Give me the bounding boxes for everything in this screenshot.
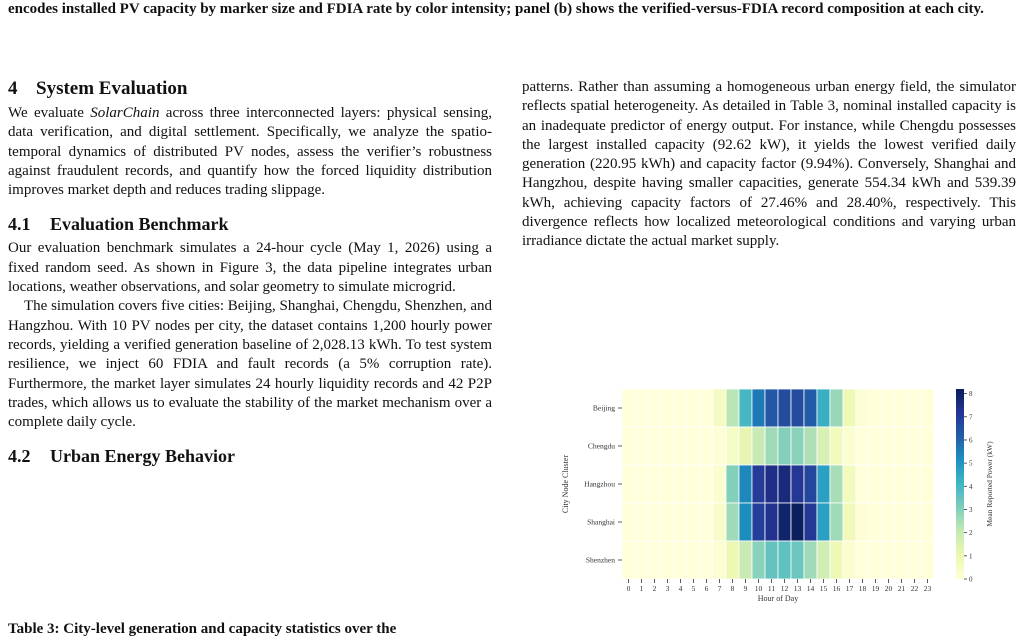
colorbar-tick-label: 0 bbox=[969, 575, 973, 584]
heatmap-cell bbox=[726, 503, 739, 541]
x-tick-label: 7 bbox=[717, 584, 722, 593]
heatmap-cell bbox=[882, 427, 895, 465]
colorbar-tick-label: 5 bbox=[969, 459, 973, 468]
figure-caption: encodes installed PV capacity by marker size and FDIA rate by color intensity; panel (b) shows the verified-versus-FDIA record composition at each city. bbox=[8, 1, 984, 17]
x-tick-label: 20 bbox=[884, 584, 893, 593]
heatmap-cell bbox=[791, 427, 804, 465]
heatmap-cell bbox=[752, 427, 765, 465]
heatmap-cell bbox=[791, 503, 804, 541]
heatmap-cell bbox=[687, 465, 700, 503]
heatmap-cell bbox=[895, 503, 908, 541]
heatmap-cell bbox=[856, 389, 869, 427]
x-tick-label: 9 bbox=[743, 584, 748, 593]
x-tick-label: 6 bbox=[704, 584, 709, 593]
heatmap-cell bbox=[843, 427, 856, 465]
heatmap-cell bbox=[791, 389, 804, 427]
x-tick-label: 13 bbox=[793, 584, 802, 593]
heatmap-cell bbox=[622, 503, 635, 541]
heatmap-cell bbox=[648, 465, 661, 503]
y-tick-label: Shenzhen bbox=[585, 555, 615, 565]
system-name: SolarChain bbox=[90, 105, 160, 121]
x-tick-label: 1 bbox=[639, 584, 644, 593]
heatmap-cell bbox=[726, 389, 739, 427]
heatmap-cell bbox=[765, 389, 778, 427]
heatmap-cell bbox=[882, 503, 895, 541]
heatmap-cell bbox=[700, 541, 713, 579]
heatmap-cell bbox=[921, 427, 934, 465]
heatmap-cell bbox=[635, 427, 648, 465]
heatmap-cell bbox=[674, 541, 687, 579]
heatmap-cell bbox=[843, 503, 856, 541]
heatmap-cell bbox=[817, 427, 830, 465]
heatmap-cell bbox=[648, 389, 661, 427]
heatmap-cell bbox=[895, 541, 908, 579]
heatmap-cell bbox=[895, 427, 908, 465]
heatmap-cell bbox=[713, 465, 726, 503]
y-tick-label: Chengdu bbox=[587, 441, 615, 451]
heatmap-cell bbox=[726, 427, 739, 465]
section-4-title: System Evaluation bbox=[36, 78, 188, 99]
x-tick-label: 16 bbox=[832, 584, 841, 593]
heatmap-cell bbox=[804, 389, 817, 427]
heatmap-cell bbox=[908, 427, 921, 465]
y-tick-label: Beijing bbox=[592, 403, 615, 413]
heatmap-cell bbox=[765, 465, 778, 503]
heatmap-cell bbox=[622, 541, 635, 579]
x-tick-label: 8 bbox=[730, 584, 735, 593]
section-4-1-paragraph-1: Our evaluation benchmark simulates a 24-hour cycle (May 1, 2026) using a fixed random seed. As shown in Figure 3, the data pipeline integrates urban locations, weather observations, and solar geometry to simulate microgrid. bbox=[8, 240, 492, 296]
heatmap-cell bbox=[843, 465, 856, 503]
section-4-1-title: Evaluation Benchmark bbox=[50, 214, 229, 235]
heatmap-cell bbox=[739, 503, 752, 541]
heatmap-cell bbox=[778, 427, 791, 465]
heatmap-cell bbox=[765, 541, 778, 579]
heatmap-cell bbox=[804, 541, 817, 579]
colorbar-tick-label: 4 bbox=[969, 482, 973, 491]
heatmap-cell bbox=[908, 503, 921, 541]
heatmap-cell bbox=[648, 503, 661, 541]
heatmap-cell bbox=[804, 427, 817, 465]
heatmap-cell bbox=[661, 541, 674, 579]
x-tick-label: 4 bbox=[678, 584, 683, 593]
heatmap-cell bbox=[921, 503, 934, 541]
heatmap-cell bbox=[635, 503, 648, 541]
colorbar-tick-label: 8 bbox=[969, 390, 973, 399]
heatmap-cell bbox=[713, 503, 726, 541]
heatmap-cell bbox=[817, 465, 830, 503]
heatmap-cell bbox=[661, 389, 674, 427]
heatmap-cell bbox=[713, 541, 726, 579]
heatmap-cell bbox=[739, 541, 752, 579]
heatmap-cell bbox=[622, 465, 635, 503]
table-caption: Table 3: City-level generation and capacity statistics over the bbox=[8, 621, 397, 637]
heatmap-cell bbox=[869, 389, 882, 427]
heatmap-cell bbox=[791, 541, 804, 579]
right-column-paragraph: patterns. Rather than assuming a homogeneous urban energy field, the simulator reflects spatial heterogeneity. As detailed in Table 3, nominal installed capacity is an inadequate predictor of energy output. For instance, while Chengdu possesses the largest installed capacity (92.62 kW), it yields the lowest verified daily generation (220.95 kWh) and capacity factor (9.94%). Conversely, Shanghai and Hangzhou, despite having smaller capacities, generate 554.34 kWh and 539.39 kWh, achieving capacity factors of 27.46% and 28.40%, respectively. This divergence reflects how localized meteorological conditions and varying urban irradiance dictate the actual market supply. bbox=[522, 79, 1016, 250]
colorbar-tick-label: 1 bbox=[969, 552, 973, 561]
colorbar-tick-label: 3 bbox=[969, 505, 973, 514]
heatmap-cell bbox=[687, 503, 700, 541]
x-tick-label: 22 bbox=[910, 584, 919, 593]
y-tick-label: Hangzhou bbox=[584, 479, 615, 489]
heatmap-cell bbox=[921, 465, 934, 503]
colorbar-tick-label: 6 bbox=[969, 436, 973, 445]
section-4-1-heading bbox=[8, 213, 492, 235]
heatmap-cell bbox=[661, 503, 674, 541]
heatmap-cell bbox=[869, 427, 882, 465]
colorbar bbox=[956, 389, 964, 579]
heatmap-figure bbox=[555, 384, 1015, 610]
y-tick-label: Shanghai bbox=[587, 517, 615, 527]
heatmap-cell bbox=[674, 503, 687, 541]
heatmap-cell bbox=[882, 389, 895, 427]
heatmap-cell bbox=[856, 427, 869, 465]
heatmap-cell bbox=[869, 503, 882, 541]
section-4-paragraph bbox=[8, 104, 492, 200]
heatmap-cell bbox=[817, 541, 830, 579]
heatmap-cell bbox=[674, 465, 687, 503]
heatmap-cell bbox=[765, 503, 778, 541]
heatmap-cell bbox=[908, 541, 921, 579]
heatmap-cell bbox=[804, 465, 817, 503]
heatmap-cell bbox=[739, 389, 752, 427]
heatmap-cell bbox=[778, 541, 791, 579]
heatmap-cell bbox=[635, 389, 648, 427]
heatmap-cell bbox=[661, 465, 674, 503]
x-tick-label: 17 bbox=[845, 584, 854, 593]
heatmap-cell bbox=[700, 465, 713, 503]
heatmap-cell bbox=[661, 427, 674, 465]
heatmap-cell bbox=[869, 465, 882, 503]
para-text: We evaluate bbox=[8, 105, 91, 121]
heatmap-cell bbox=[674, 389, 687, 427]
heatmap-cell bbox=[635, 541, 648, 579]
heatmap-cell bbox=[869, 541, 882, 579]
x-tick-label: 0 bbox=[626, 584, 631, 593]
heatmap-cell bbox=[830, 465, 843, 503]
heatmap-cell bbox=[908, 389, 921, 427]
heatmap-cell bbox=[635, 465, 648, 503]
heatmap-cell bbox=[778, 503, 791, 541]
heatmap-cell bbox=[856, 541, 869, 579]
x-tick-label: 11 bbox=[767, 584, 776, 593]
heatmap-cell bbox=[843, 389, 856, 427]
heatmap-cell bbox=[739, 427, 752, 465]
y-axis-label: City Node Cluster bbox=[561, 454, 570, 514]
heatmap-cell bbox=[726, 465, 739, 503]
heatmap-cell bbox=[791, 465, 804, 503]
x-axis-label: Hour of Day bbox=[757, 594, 799, 603]
colorbar-tick-label: 7 bbox=[969, 413, 973, 422]
heatmap-cell bbox=[921, 389, 934, 427]
right-column bbox=[522, 78, 1016, 252]
heatmap-cell bbox=[856, 503, 869, 541]
heatmap-cell bbox=[830, 503, 843, 541]
left-column bbox=[8, 78, 492, 467]
heatmap-cell bbox=[700, 427, 713, 465]
heatmap-cell bbox=[778, 389, 791, 427]
heatmap-cell bbox=[817, 503, 830, 541]
heatmap-cell bbox=[765, 427, 778, 465]
heatmap-cell bbox=[622, 427, 635, 465]
heatmap-chart bbox=[555, 384, 1015, 610]
heatmap-cell bbox=[882, 465, 895, 503]
heatmap-cell bbox=[713, 389, 726, 427]
para-text: across three interconnected layers: physical sensing, data verification, and digital settlement. Specifically, we analyze the spatio-temporal dynamics of distributed PV nodes, assess the verifier’s robustness against fraudulent records, and quantify how the forced liquidity distribution improves market depth and reduces trading slippage. bbox=[8, 105, 492, 199]
heatmap-cell bbox=[752, 541, 765, 579]
x-tick-label: 12 bbox=[780, 584, 789, 593]
heatmap-cell bbox=[648, 427, 661, 465]
heatmap-cell bbox=[700, 389, 713, 427]
x-tick-label: 3 bbox=[665, 584, 670, 593]
heatmap-cell bbox=[778, 465, 791, 503]
heatmap-cell bbox=[726, 541, 739, 579]
heatmap-cell bbox=[908, 465, 921, 503]
heatmap-cell bbox=[687, 427, 700, 465]
heatmap-cell bbox=[921, 541, 934, 579]
heatmap-cell bbox=[674, 427, 687, 465]
heatmap-cell bbox=[622, 389, 635, 427]
x-tick-label: 23 bbox=[923, 584, 932, 593]
heatmap-cell bbox=[752, 389, 765, 427]
heatmap-cell bbox=[687, 541, 700, 579]
x-tick-label: 2 bbox=[652, 584, 657, 593]
x-tick-label: 21 bbox=[897, 584, 906, 593]
heatmap-cell bbox=[843, 541, 856, 579]
heatmap-cell bbox=[739, 465, 752, 503]
heatmap-cell bbox=[817, 389, 830, 427]
heatmap-cell bbox=[856, 465, 869, 503]
section-4-1-number: 4.1 bbox=[8, 214, 31, 235]
heatmap-cell bbox=[830, 541, 843, 579]
section-4-2-number: 4.2 bbox=[8, 446, 31, 467]
section-4-number: 4 bbox=[8, 78, 18, 99]
heatmap-cell bbox=[804, 503, 817, 541]
heatmap-cell bbox=[700, 503, 713, 541]
section-4-2-title: Urban Energy Behavior bbox=[50, 446, 236, 467]
x-tick-label: 5 bbox=[691, 584, 696, 593]
section-4-2-heading bbox=[8, 445, 492, 467]
x-tick-label: 15 bbox=[819, 584, 828, 593]
heatmap-cell bbox=[752, 465, 765, 503]
heatmap-cell bbox=[752, 503, 765, 541]
colorbar-tick-label: 2 bbox=[969, 529, 973, 538]
heatmap-cell bbox=[882, 541, 895, 579]
heatmap-cell bbox=[648, 541, 661, 579]
section-4-1-paragraph-2: The simulation covers five cities: Beijing, Shanghai, Chengdu, Shenzhen, and Hangzhou. With 10 PV nodes per city, the dataset contains 1,200 hourly power records, yielding a verified generation baseline of 2,028.13 kWh. To test system resilience, we inject 60 FDIA and fault records (a 5% corruption rate). Furthermore, the market layer simulates 24 hourly liquidity records and 42 P2P trades, which allows us to evaluate the stability of the market mechanism over a complete daily cycle. bbox=[8, 298, 492, 431]
heatmap-cell bbox=[687, 389, 700, 427]
heatmap-cell bbox=[713, 427, 726, 465]
heatmap-cell bbox=[895, 465, 908, 503]
section-4-heading bbox=[8, 78, 492, 100]
heatmap-cell bbox=[830, 389, 843, 427]
heatmap-cell bbox=[895, 389, 908, 427]
x-tick-label: 14 bbox=[806, 584, 815, 593]
x-tick-label: 10 bbox=[754, 584, 763, 593]
heatmap-cell bbox=[830, 427, 843, 465]
colorbar-label: Mean Reported Power (kW) bbox=[985, 441, 994, 527]
x-tick-label: 18 bbox=[858, 584, 867, 593]
x-tick-label: 19 bbox=[871, 584, 880, 593]
